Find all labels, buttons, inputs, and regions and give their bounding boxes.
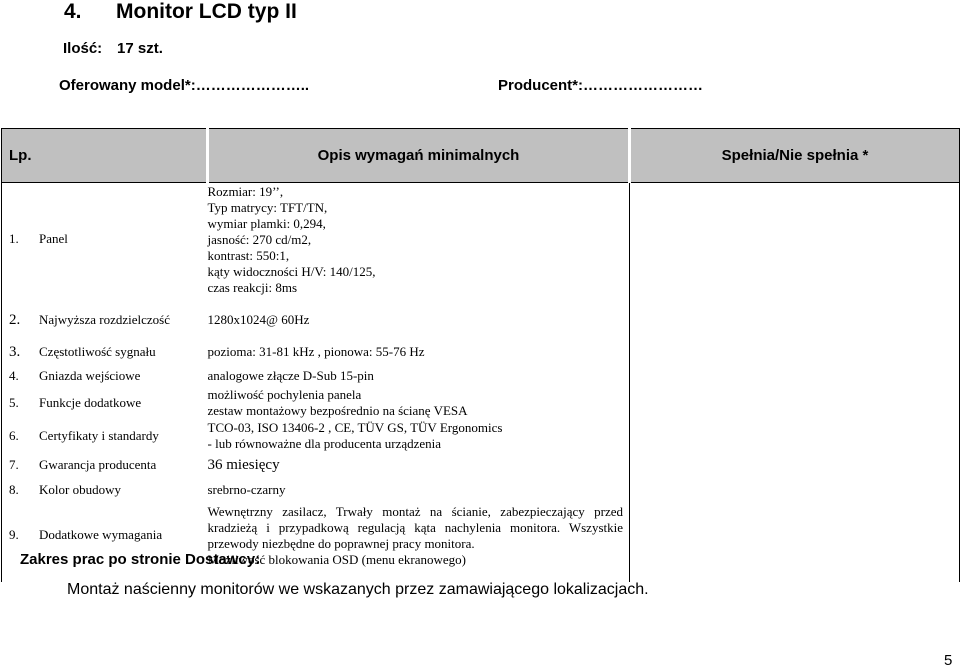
row-name: Panel (39, 230, 68, 246)
offered-model-field: Oferowany model*:………………….. (59, 77, 310, 94)
row-name: Częstotliwość sygnału (39, 344, 156, 359)
compliance-column (630, 183, 960, 583)
table-row: 7. Gwarancja producenta 36 miesięcy (2, 453, 960, 477)
table-row: 1. Panel Rozmiar: 19’’, Typ matrycy: TFT/TN, wymiar plamki: 0,294, jasność: 270 cd/m2, kontrast: 550:1, kąty widoczności H/V: 140/125, czas reakcji: 8ms (2, 183, 960, 313)
row-name: Certyfikaty i standardy (39, 428, 159, 443)
scope-text: Montaż naścienny monitorów we wskazanych przez zamawiającego lokalizacjach. (67, 581, 649, 598)
section-title: Monitor LCD typ II (116, 0, 297, 23)
row-name: Dodatkowe wymagania (39, 527, 163, 542)
row-name: Najwyższa rozdzielczość (39, 312, 171, 327)
table-row: 8. Kolor obudowy srebrno-czarny (2, 477, 960, 502)
header-description: Opis wymagań minimalnych (208, 129, 630, 183)
row-name: Gniazda wejściowe (39, 367, 141, 383)
header-lp: Lp. (2, 129, 208, 183)
table-row: 3. Częstotliwość sygnału pozioma: 31-81 kHz , pionowa: 55-76 Hz (2, 330, 960, 364)
requirements-table (1, 128, 960, 582)
row-name: Gwarancja producenta (39, 457, 157, 472)
scope-title: Zakres prac po stronie Dostawcy: (20, 551, 261, 568)
quantity-label: Ilość: (63, 40, 103, 57)
page-number: 5 (944, 652, 953, 669)
table-row: 6. Certyfikaty i standardy TCO-03, ISO 13406-2 , CE, TÜV GS, TÜV Ergonomics - lub równoważne dla producenta urządzenia (2, 419, 960, 453)
producer-field: Producent*:…………………… (498, 77, 704, 94)
table-header-row (2, 129, 960, 183)
row-name: Funkcje dodatkowe (39, 395, 142, 410)
row-name: Kolor obudowy (39, 481, 121, 497)
table-row: 4. Gniazda wejściowe analogowe złącze D-Sub 15-pin (2, 364, 960, 387)
table-row: 2. Najwyższa rozdzielczość 1280x1024@ 60Hz (2, 312, 960, 330)
table-row: 5. Funkcje dodatkowe możliwość pochylenia panela zestaw montażowy bezpośrednio na ścianę VESA (2, 387, 960, 419)
quantity-value: 17 szt. (117, 40, 163, 57)
header-compliance: Spełnia/Nie spełnia * (630, 129, 960, 183)
section-heading (64, 0, 297, 24)
table-row: 9. Dodatkowe wymagania Wewnętrzny zasilacz, Trwały montaż na ścianie, zabezpieczający przed kradzieżą i przypadkową regulacją kąta nachylenia monitora. Wszystkie przewody niezbędne do poprawnej pracy monitora. Możliwość blokowania OSD (menu ekranowego) (2, 502, 960, 568)
section-number: 4. (64, 0, 82, 23)
